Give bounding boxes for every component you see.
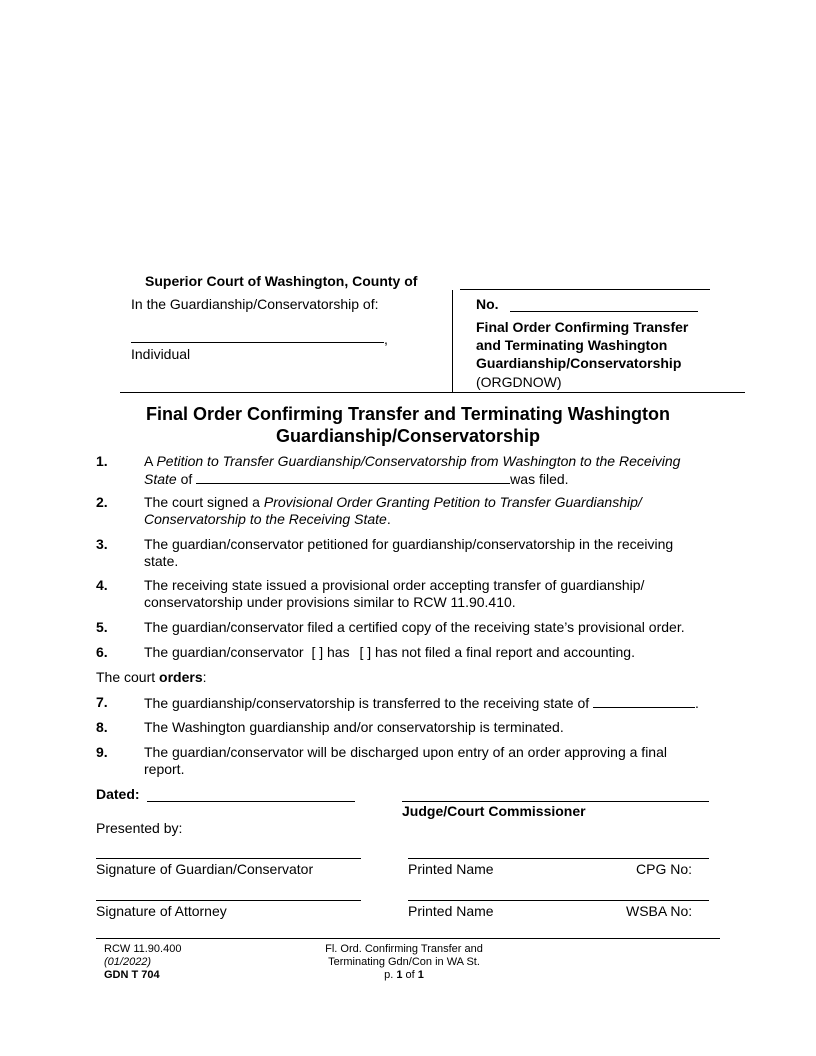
footer-date: (01/2022) xyxy=(104,956,152,968)
wsba-no-label: WSBA No: xyxy=(626,903,693,919)
caption-bottom-rule xyxy=(120,392,745,393)
individual-comma: , xyxy=(384,331,388,347)
caption-divider xyxy=(452,290,453,393)
item-9-text: The guardian/conservator will be discharged upon entry of an order approving a final report. xyxy=(144,744,667,777)
cpg-no-label: CPG No: xyxy=(636,861,693,877)
attorney-signature-label: Signature of Attorney xyxy=(96,903,227,919)
item-1-number: 1. xyxy=(96,453,108,469)
county-blank[interactable] xyxy=(460,289,710,290)
footer-title-line1: Fl. Ord. Confirming Transfer and xyxy=(325,943,483,955)
attorney-printed-name-line[interactable] xyxy=(408,900,709,901)
item-2-text: The court signed a Provisional Order Granting Petition to Transfer Guardianship/ Conservatorship to the Receiving State. xyxy=(144,494,642,527)
item-3-text: The guardian/conservator petitioned for guardianship/conservatorship in the receiving state. xyxy=(144,536,674,569)
guardian-signature-label: Signature of Guardian/Conservator xyxy=(96,861,314,877)
caption-title-line1: Final Order Confirming Transfer xyxy=(476,319,689,335)
dated-label: Dated: xyxy=(96,786,140,802)
case-no-label: No. xyxy=(476,296,499,312)
item-8-text: The Washington guardianship and/or conservatorship is terminated. xyxy=(144,719,564,735)
judge-label: Judge/Court Commissioner xyxy=(402,803,586,819)
item-3-number: 3. xyxy=(96,536,108,552)
item-4-number: 4. xyxy=(96,577,108,593)
item-7-number: 7. xyxy=(96,694,108,710)
has-not-checkbox[interactable]: [ ] has not filed a final report and accounting. xyxy=(359,644,635,660)
attorney-signature-line[interactable] xyxy=(96,900,361,901)
item-9-number: 9. xyxy=(96,744,108,760)
order-heading-line2: Guardianship/Conservatorship xyxy=(275,426,541,446)
item-2-number: 2. xyxy=(96,494,108,510)
footer-form-number: GDN T 704 xyxy=(104,969,160,981)
guardian-printed-name-label: Printed Name xyxy=(408,861,494,877)
in-the-matter-label: In the Guardianship/Conservatorship of: xyxy=(131,296,379,312)
footer-title-line2: Terminating Gdn/Con in WA St. xyxy=(328,956,480,968)
item-7-text: The guardianship/conservatorship is transferred to the receiving state of . xyxy=(144,695,699,711)
dated-blank[interactable] xyxy=(147,801,355,802)
individual-label: Individual xyxy=(131,346,191,362)
case-no-blank[interactable] xyxy=(510,311,698,312)
guardian-printed-name-line[interactable] xyxy=(408,858,709,859)
judge-signature-line[interactable] xyxy=(402,801,709,802)
transfer-state-blank[interactable] xyxy=(593,694,695,708)
receiving-state-blank[interactable] xyxy=(196,470,510,484)
court-orders-label: The court orders: xyxy=(96,669,207,685)
attorney-printed-name-label: Printed Name xyxy=(408,903,494,919)
item-6-text: The guardian/conservator [ ] has [ ] has not filed a final report and accounting. xyxy=(144,644,635,660)
item-4-text: The receiving state issued a provisional order accepting transfer of guardianship/ conservatorship under provisions similar to RCW 11.90.410. xyxy=(144,577,645,610)
item-5-text: The guardian/conservator filed a certified copy of the receiving state’s provisional order. xyxy=(144,619,685,635)
caption-title-line3: Guardianship/Conservatorship xyxy=(476,355,682,371)
caption-title-line2: and Terminating Washington xyxy=(476,337,668,353)
item-6-number: 6. xyxy=(96,644,108,660)
footer-rule xyxy=(96,938,720,939)
guardian-signature-line[interactable] xyxy=(96,858,361,859)
form-code: (ORGDNOW) xyxy=(476,374,562,390)
individual-name-blank[interactable] xyxy=(131,342,384,343)
footer-page-number: p. 1 of 1 xyxy=(384,969,424,981)
order-heading-line1: Final Order Confirming Transfer and Terminating Washington xyxy=(145,404,671,424)
item-1-text: A Petition to Transfer Guardianship/Conservatorship from Washington to the Receiving State of was filed. xyxy=(144,453,681,487)
has-checkbox[interactable]: [ ] has xyxy=(311,644,350,660)
court-name: Superior Court of Washington, County of xyxy=(145,273,418,289)
item-8-number: 8. xyxy=(96,719,108,735)
presented-by-label: Presented by: xyxy=(96,820,183,836)
item-5-number: 5. xyxy=(96,619,108,635)
footer-rcw: RCW 11.90.400 xyxy=(104,943,182,955)
